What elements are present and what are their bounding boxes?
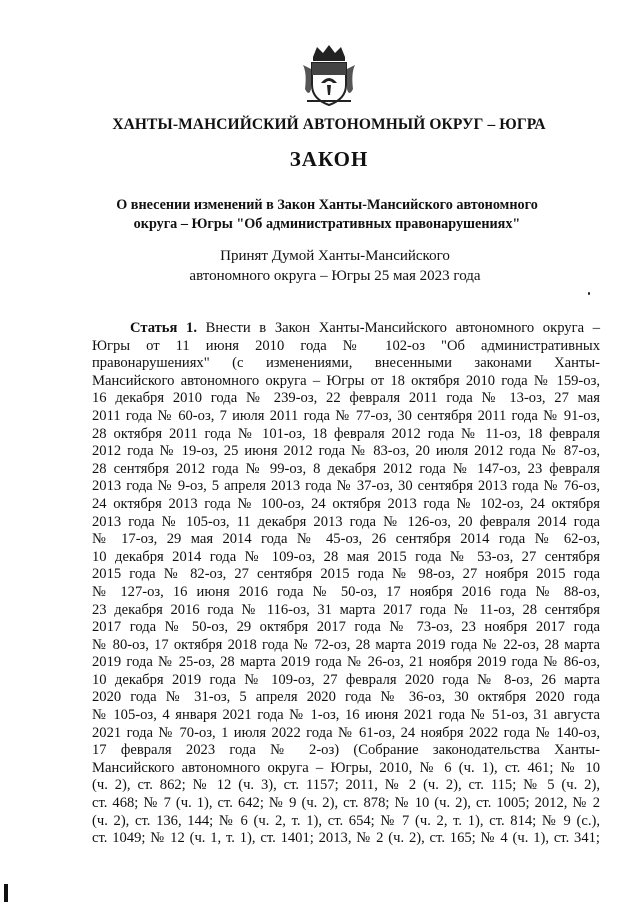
article-line: ст. 1049; № 12 (ч. 1, т. 1), ст. 1401; 2013, № 2 (ч. 2), ст. 165; № 4 (ч. 1), ст. 341; [92, 830, 600, 847]
coat-of-arms-emblem [299, 43, 359, 107]
article-line: Статья 1. Внести в Закон Ханты-Мансийского автономного округа – [130, 320, 600, 336]
law-subject [0, 196, 640, 234]
article-line: 10 декабря 2019 года № 109-оз, 27 февраля 2020 года № 8-оз, 26 марта [92, 671, 600, 688]
article-line: 16 декабря 2010 года № 239-оз, 22 февраля 2011 года № 13-оз, 27 мая [92, 390, 600, 407]
article-line: 10 декабря 2014 года № 109-оз, 28 мая 2015 года № 53-оз, 27 сентября [92, 548, 600, 565]
article-line: 2019 года № 25-оз, 28 марта 2019 года № 26-оз, 21 ноября 2019 года № 86-оз, [92, 654, 600, 671]
article-line: 2013 года № 9-оз, 5 апреля 2013 года № 37-оз, 30 сентября 2013 года № 76-оз, [92, 478, 600, 495]
article-line: Югры от 11 июня 2010 года № 102-оз "Об административных [92, 337, 600, 354]
article-line: 2021 года № 70-оз, 1 июля 2022 года № 61-оз, 24 ноября 2022 года № 140-оз, [92, 724, 600, 741]
article-line: 28 октября 2011 года № 101-оз, 18 февраля 2012 года № 11-оз, 18 февраля [92, 425, 600, 442]
adoption-line: Принят Думой Ханты-Мансийского [220, 248, 450, 264]
article-line: 2017 года № 50-оз, 29 октября 2017 года № 73-оз, 23 ноября 2017 года [92, 619, 600, 636]
document-type-title: ЗАКОН [289, 147, 369, 171]
subject-line: О внесении изменений в Закон Ханты-Мансийского автономного [116, 197, 538, 213]
article-line: Мансийского автономного округа – Югры от 18 октября 2010 года № 159-оз, [92, 372, 600, 389]
scan-edge-mark [4, 884, 8, 902]
article-line: 2011 года № 60-оз, 7 июля 2011 года № 77-оз, 30 сентября 2011 года № 91-оз, [92, 407, 600, 424]
article-line: Мансийского автономного округа – Югры, 2010, № 6 (ч. 1), ст. 461; № 10 [92, 759, 600, 776]
article-1-body [92, 320, 600, 848]
article-line: 24 октября 2013 года № 100-оз, 24 октября 2013 года № 102-оз, 24 октября [92, 495, 600, 512]
article-line: (ч. 2), ст. 136, 144; № 6 (ч. 2, т. 1), ст. 654; № 7 (ч. 2, т. 1), ст. 814; № 9 (с.), [92, 812, 600, 829]
article-line: ст. 468; № 7 (ч. 1), ст. 642; № 9 (ч. 2), ст. 878; № 10 (ч. 2), ст. 1005; 2012, № 2 [92, 795, 600, 812]
article-line: 2015 года № 82-оз, 27 сентября 2015 года № 98-оз, 27 ноября 2015 года [92, 566, 600, 583]
article-title: Статья 1. [130, 320, 197, 336]
article-line: № 80-оз, 17 октября 2018 года № 72-оз, 28 марта 2019 года № 22-оз, 28 марта [92, 636, 600, 653]
article-line: 17 февраля 2023 года № 2-оз) (Собрание законодательства Ханты- [92, 742, 600, 759]
article-line: № 105-оз, 4 января 2021 года № 1-оз, 16 июня 2021 года № 51-оз, 31 августа [92, 707, 600, 724]
article-line: № 17-оз, 29 мая 2014 года № 45-оз, 26 сентября 2014 года № 62-оз, [92, 531, 600, 548]
article-line: 2012 года № 19-оз, 25 июня 2012 года № 83-оз, 20 июля 2012 года № 87-оз, [92, 443, 600, 460]
adoption-note [0, 246, 640, 286]
subject-line: округа – Югры "Об административных правонарушениях" [133, 216, 521, 232]
article-line: 2013 года № 105-оз, 11 декабря 2013 года № 126-оз, 20 февраля 2014 года [92, 513, 600, 530]
article-line: (ч. 2), ст. 862; № 12 (ч. 3), ст. 1157; 2011, № 2 (ч. 2), ст. 115; № 5 (ч. 2), [92, 777, 600, 794]
article-line: 2020 года № 31-оз, 5 апреля 2020 года № 36-оз, 30 октября 2020 года [92, 689, 600, 706]
scan-speck [588, 292, 590, 295]
article-line: 23 декабря 2016 года № 116-оз, 31 марта 2017 года № 11-оз, 28 сентября [92, 601, 600, 618]
article-line: № 127-оз, 16 июня 2016 года № 50-оз, 17 ноября 2016 года № 88-оз, [92, 583, 600, 600]
adoption-line: автономного округа – Югры 25 мая 2023 года [189, 268, 481, 284]
region-name-heading: ХАНТЫ-МАНСИЙСКИЙ АВТОНОМНЫЙ ОКРУГ – ЮГРА [112, 116, 546, 133]
article-line: правонарушениях" (с изменениями, внесенными законами Ханты- [92, 355, 600, 372]
article-line: 28 сентября 2012 года № 99-оз, 8 декабря 2012 года № 147-оз, 23 февраля [92, 460, 600, 477]
